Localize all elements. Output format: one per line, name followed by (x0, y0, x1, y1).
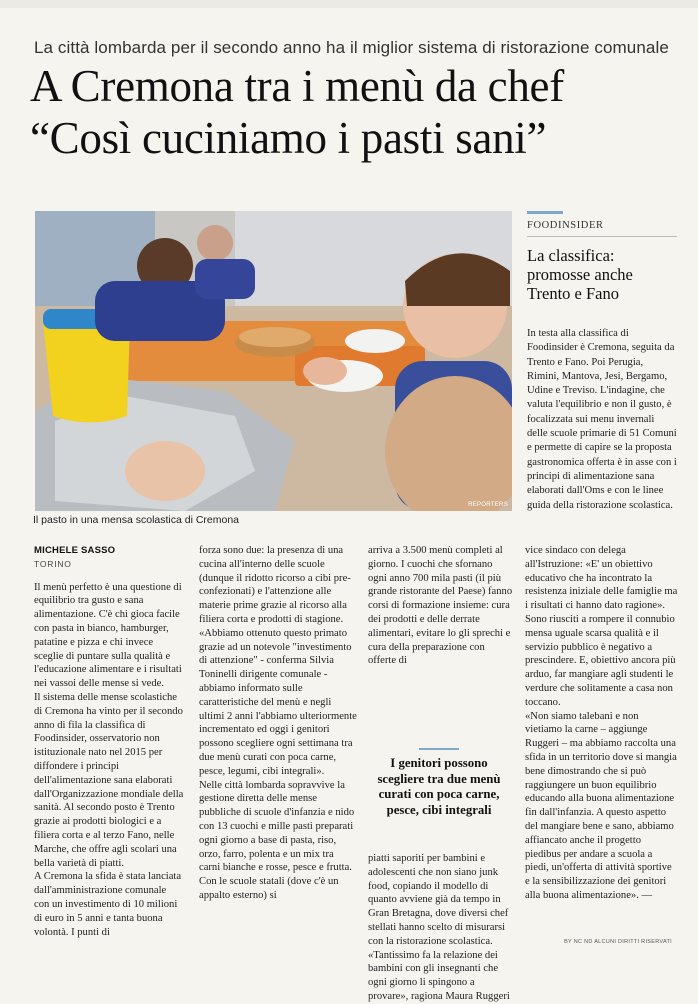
paragraph: «Tantissimo fa la relazione dei bambini con gli insegnanti che ogni giorno li spingono a provare», ragiona Maura Ruggeri (368, 949, 510, 1002)
sidebar-title: La classifica: promosse anche Trento e Fano (527, 246, 633, 303)
paragraph: Il menù perfetto è una questione di equilibrio tra gusto e sana alimentazione. C'è chi gioca facile con pasta in bianco, hamburger, patatine e pizza e chi invece sceglie di puntare sulla qualità e l'educazione alimentare e i risultati nei vassoi delle mense si vede. (34, 581, 182, 690)
paragraph: vice sindaco con delega all'Istruzione: «E' un obiettivo educativo che ha incontrato la resistenza iniziale delle famiglie ma i risultati ci hanno dato ragione». Sono riusciti a rompere il connubio mensa uguale scarsa qualità e il servizio pubblico è negativo a prescindere. E, obiettivo ancora più arduo, far mangiare agli studenti le verdure che solitamente a casa non toccano. (525, 545, 678, 708)
paragraph: piatti saporiti per bambini e adolescenti che non siano junk food, copiando il modello di quanto avviene già da tempo in Gran Bretagna, dove diversi chef stellati hanno scelto di misurarsi con la ristorazione scolastica. (368, 853, 509, 947)
article-column-4 (525, 544, 678, 903)
article-column-3-top (368, 544, 513, 668)
pull-quote (370, 748, 508, 818)
pull-quote-text: I genitori possono scegliere tra due menù curati con poca carne, pesce, cibi integrali (377, 756, 501, 817)
article-column-1 (34, 544, 184, 939)
paragraph: Il sistema delle mense scolastiche di Cremona ha vinto per il secondo anno di fila la classifica di Foodinsider, osservatorio non istituzionale nato nel 2015 per diffondere i principi dell'alimentazione sana elaborati dall'Organizzazione mondiale della sanità. Al secondo posto è Trento grazie ai prodotti biologici e a filiera corta e al terzo Fano, nelle Marche, che offre agli scolari una bella varietà di piatti. (34, 691, 184, 869)
article-kicker: La città lombarda per il secondo anno ha il miglior sistema di ristorazione comunale (34, 38, 669, 57)
page-top-strip (0, 0, 698, 8)
paragraph: arriva a 3.500 menù completi al giorno. I cuochi che sfornano ogni anno 700 mila pasti (il più grande ristorante del Paese) fanno corsi di formazione insieme: cura dei prodotti e delle derrate alimentari, evitare lo gli sprechi e cura della preparazione con offerte di (368, 545, 513, 667)
article-column-3-bottom (368, 852, 513, 1004)
cafeteria-scene-illustration (35, 211, 512, 511)
paragraph: A Cremona la sfida è stata lanciata dall'amministrazione comunale con un investimento di 10 milioni di euro in 5 anni e tanta buona volontà. I punti di (34, 871, 182, 938)
headline-line-2: “Così cuciniamo i pasti sani” (30, 113, 547, 163)
paragraph: forza sono due: la presenza di una cucina all'interno delle scuole (dunque il ridotto ricorso a cibi pre-confezionati) e l'attenzione alle materie prime grazie al ricorso alla filiera corta e prodotti di stagione. (199, 545, 351, 625)
headline-line-1: A Cremona tra i menù da chef (30, 61, 564, 111)
sidebar-accent-rule (527, 211, 563, 214)
byline: MICHELE SASSO (34, 545, 116, 556)
photo-caption: Il pasto in una mensa scolastica di Cremona (33, 514, 240, 526)
pull-quote-rule (419, 748, 459, 750)
article-column-2 (199, 544, 357, 903)
dateline-location: TORINO (34, 558, 72, 569)
sidebar-body: In testa alla classifica di Foodinsider è Cremona, seguita da Trento e Fano. Poi Perugia, Rimini, Mantova, Jesi, Bergamo, Udine e Treviso. L'indagine, che valuta l'equilibrio e non il gusto, è focalizzata sui menu invernali delle scuole primarie di 51 Comuni e permette di capire se la proposta gastronomica offerta è in asse con i principi di alimentazione sana elaborati dall'Oms e con le linee guida della ristorazione scolastica. (527, 328, 677, 511)
paragraph: «Abbiamo ottenuto questo primato grazie ad un notevole "investimento di attenzione" - conferma Silvia Toninelli dirigente comunale - abbiamo informato sulle caratteristiche del menù e negli ultimi 2 anni l'abbiamo ulteriormente incrementato ed oggi i genitori possono scegliere ogni settimana tra due menù curati con poca carne, pesce, legumi, cibi integrali». (199, 627, 357, 777)
copyright-notice: BY NC ND ALCUNI DIRITTI RISERVATI (564, 939, 672, 945)
article-photo (35, 211, 512, 511)
photo-credit: REPORTERS (468, 502, 508, 508)
paragraph: Nelle città lombarda sopravvive la gestione diretta delle mense pubbliche di scuole d'infanzia e nido con 13 cuochi e mille pasti preparati ogni giorno a base di pasta, riso, orzo, farro, polenta e un mix tra carni bianche e rosse, pesce e frutta. Con le scuole statali (dove c'è un appalto esterno) si (199, 779, 355, 901)
sidebar-tag: FOODINSIDER (527, 220, 677, 237)
paragraph: «Non siamo talebani e non vietiamo la carne – aggiunge Ruggeri – ma abbiamo raccolta una sfida in un territorio dove si mangia bene dimostrando che si può raggiungere un buon equilibrio educando alla buona alimentazione fin dall'infanzia. A questo aspetto del mangiare bene e sano, abbiamo affiancato anche il progetto piedibus per andare a scuola a piedi, un'offerta di attività sportive e la sensibilizzazione dei genitori alla buona alimentazione». — (525, 710, 677, 901)
article-headline (30, 60, 564, 164)
sidebar-box (527, 211, 677, 513)
